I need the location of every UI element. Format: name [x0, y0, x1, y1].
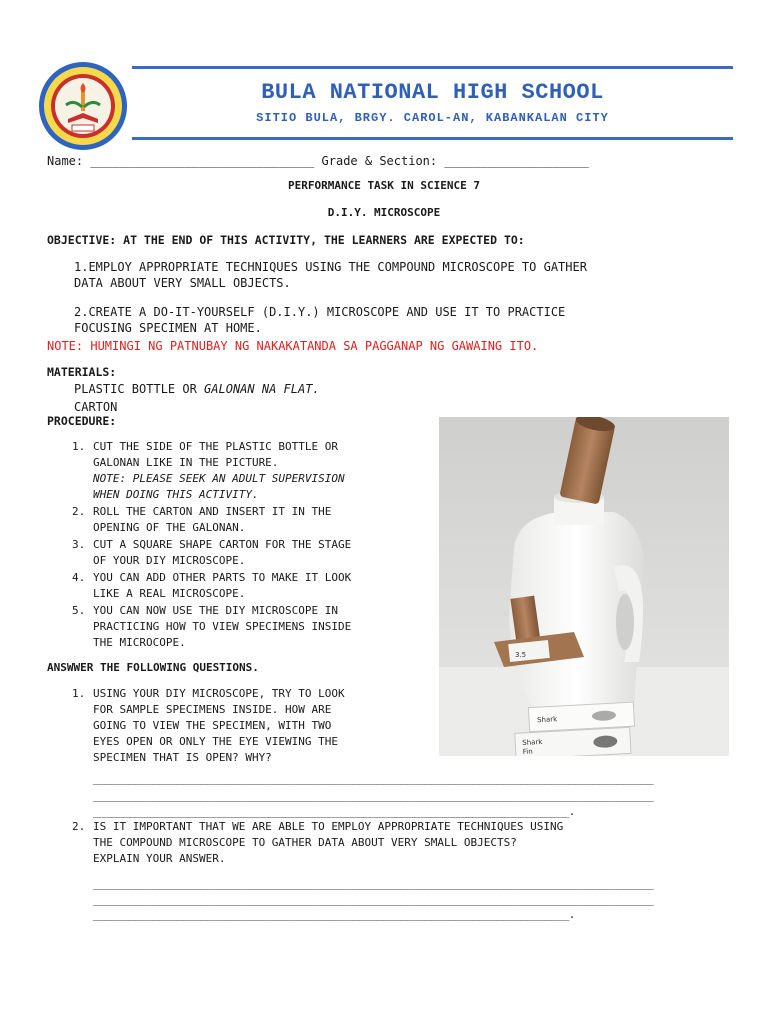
step-text: OF YOUR DIY MICROSCOPE.: [93, 554, 246, 567]
answer-line[interactable]: _____________________________________________________________________________________________: [93, 772, 654, 785]
name-grade-line: Name: _______________________________ Grade & Section: ____________________: [47, 154, 589, 168]
procedure-step: [72, 439, 432, 503]
question-1: [72, 686, 432, 766]
questions-heading: ANSWWER THE FOLLOWING QUESTIONS.: [47, 661, 259, 674]
step-text: YOU CAN NOW USE THE DIY MICROSCOPE IN: [93, 604, 339, 617]
step-number: 4.: [72, 571, 86, 584]
objective-item-2-line-1: 2.CREATE A DO-IT-YOURSELF (D.I.Y.) MICROSCOPE AND USE IT TO PRACTICE: [74, 305, 566, 319]
answer-line[interactable]: _______________________________________________________________________________.: [93, 908, 575, 921]
step-text: YOU CAN ADD OTHER PARTS TO MAKE IT LOOK: [93, 571, 352, 584]
objective-item-1-line-2: DATA ABOUT VERY SMALL OBJECTS.: [74, 276, 291, 290]
svg-text:Fin: Fin: [522, 747, 533, 756]
objective-heading: OBJECTIVE: AT THE END OF THIS ACTIVITY, THE LEARNERS ARE EXPECTED TO:: [47, 233, 525, 247]
answer-line[interactable]: _____________________________________________________________________________________________: [93, 789, 654, 802]
question-number: 1.: [72, 687, 86, 700]
question-number: 2.: [72, 820, 86, 833]
procedure-list: [72, 439, 432, 651]
header-rule-top: [132, 66, 733, 69]
school-logo: [38, 61, 128, 151]
question-text: USING YOUR DIY MICROSCOPE, TRY TO LOOK: [93, 687, 345, 700]
question-2: [72, 819, 752, 867]
step-number: 1.: [72, 440, 86, 453]
safety-note: NOTE: HUMINGI NG PATNUBAY NG NAKAKATANDA SA PAGGANAP NG GAWAING ITO.: [47, 339, 539, 353]
objective-item-1-line-1: 1.EMPLOY APPROPRIATE TECHNIQUES USING THE COMPOUND MICROSCOPE TO GATHER: [74, 260, 587, 274]
page-subtitle: D.I.Y. MICROSCOPE: [327, 206, 441, 219]
step-number: 3.: [72, 538, 86, 551]
question-text: EXPLAIN YOUR ANSWER.: [93, 852, 226, 865]
question-text: EYES OPEN OR ONLY THE EYE VIEWING THE: [93, 735, 339, 748]
page-title: PERFORMANCE TASK IN SCIENCE 7: [287, 179, 481, 192]
school-name: BULA NATIONAL HIGH SCHOOL: [261, 80, 604, 105]
slide-2-label: Shark: [522, 737, 543, 747]
step-text: OPENING OF THE GALONAN.: [93, 521, 246, 534]
question-text: GOING TO VIEW THE SPECIMEN, WITH TWO: [93, 719, 332, 732]
step-number: 2.: [72, 505, 86, 518]
materials-item-2: CARTON: [74, 400, 118, 414]
step-number: 5.: [72, 604, 86, 617]
step-text: THE MICROCOPE.: [93, 636, 186, 649]
step-note: WHEN DOING THIS ACTIVITY.: [93, 488, 259, 501]
step-text: ROLL THE CARTON AND INSERT IT IN THE: [93, 505, 332, 518]
question-text: FOR SAMPLE SPECIMENS INSIDE. HOW ARE: [93, 703, 332, 716]
procedure-heading: PROCEDURE:: [47, 414, 117, 428]
step-text: CUT THE SIDE OF THE PLASTIC BOTTLE OR: [93, 440, 339, 453]
answer-line[interactable]: _______________________________________________________________________________.: [93, 805, 575, 818]
procedure-step: [72, 570, 432, 602]
step-text: GALONAN LIKE IN THE PICTURE.: [93, 456, 279, 469]
question-text: THE COMPOUND MICROSCOPE TO GATHER DATA ABOUT VERY SMALL OBJECTS?: [93, 836, 517, 849]
procedure-step: [72, 537, 432, 569]
step-note: NOTE: PLEASE SEEK AN ADULT SUPERVISION: [93, 472, 345, 485]
slide-1-label: Shark: [536, 715, 558, 725]
procedure-step: [72, 504, 432, 536]
procedure-step: [72, 603, 432, 651]
step-text: LIKE A REAL MICROSCOPE.: [93, 587, 246, 600]
header-rule-bottom: [132, 137, 733, 140]
answer-line[interactable]: _____________________________________________________________________________________________: [93, 877, 654, 890]
materials-heading: MATERIALS:: [47, 365, 117, 379]
step-text: PRACTICING HOW TO VIEW SPECIMENS INSIDE: [93, 620, 352, 633]
question-text: IS IT IMPORTANT THAT WE ARE ABLE TO EMPLOY APPROPRIATE TECHNIQUES USING: [93, 820, 564, 833]
step-text: CUT A SQUARE SHAPE CARTON FOR THE STAGE: [93, 538, 352, 551]
answer-line[interactable]: _____________________________________________________________________________________________: [93, 893, 654, 906]
objective-item-2-line-2: FOCUSING SPECIMEN AT HOME.: [74, 321, 262, 335]
materials-item-1: PLASTIC BOTTLE OR GALONAN NA FLAT.: [74, 382, 320, 396]
stage-label: 3.5: [515, 651, 527, 659]
diy-microscope-photo: [439, 417, 729, 756]
school-address: SITIO BULA, BRGY. CAROL-AN, KABANKALAN CITY: [256, 111, 609, 125]
question-text: SPECIMEN THAT IS OPEN? WHY?: [93, 751, 272, 764]
